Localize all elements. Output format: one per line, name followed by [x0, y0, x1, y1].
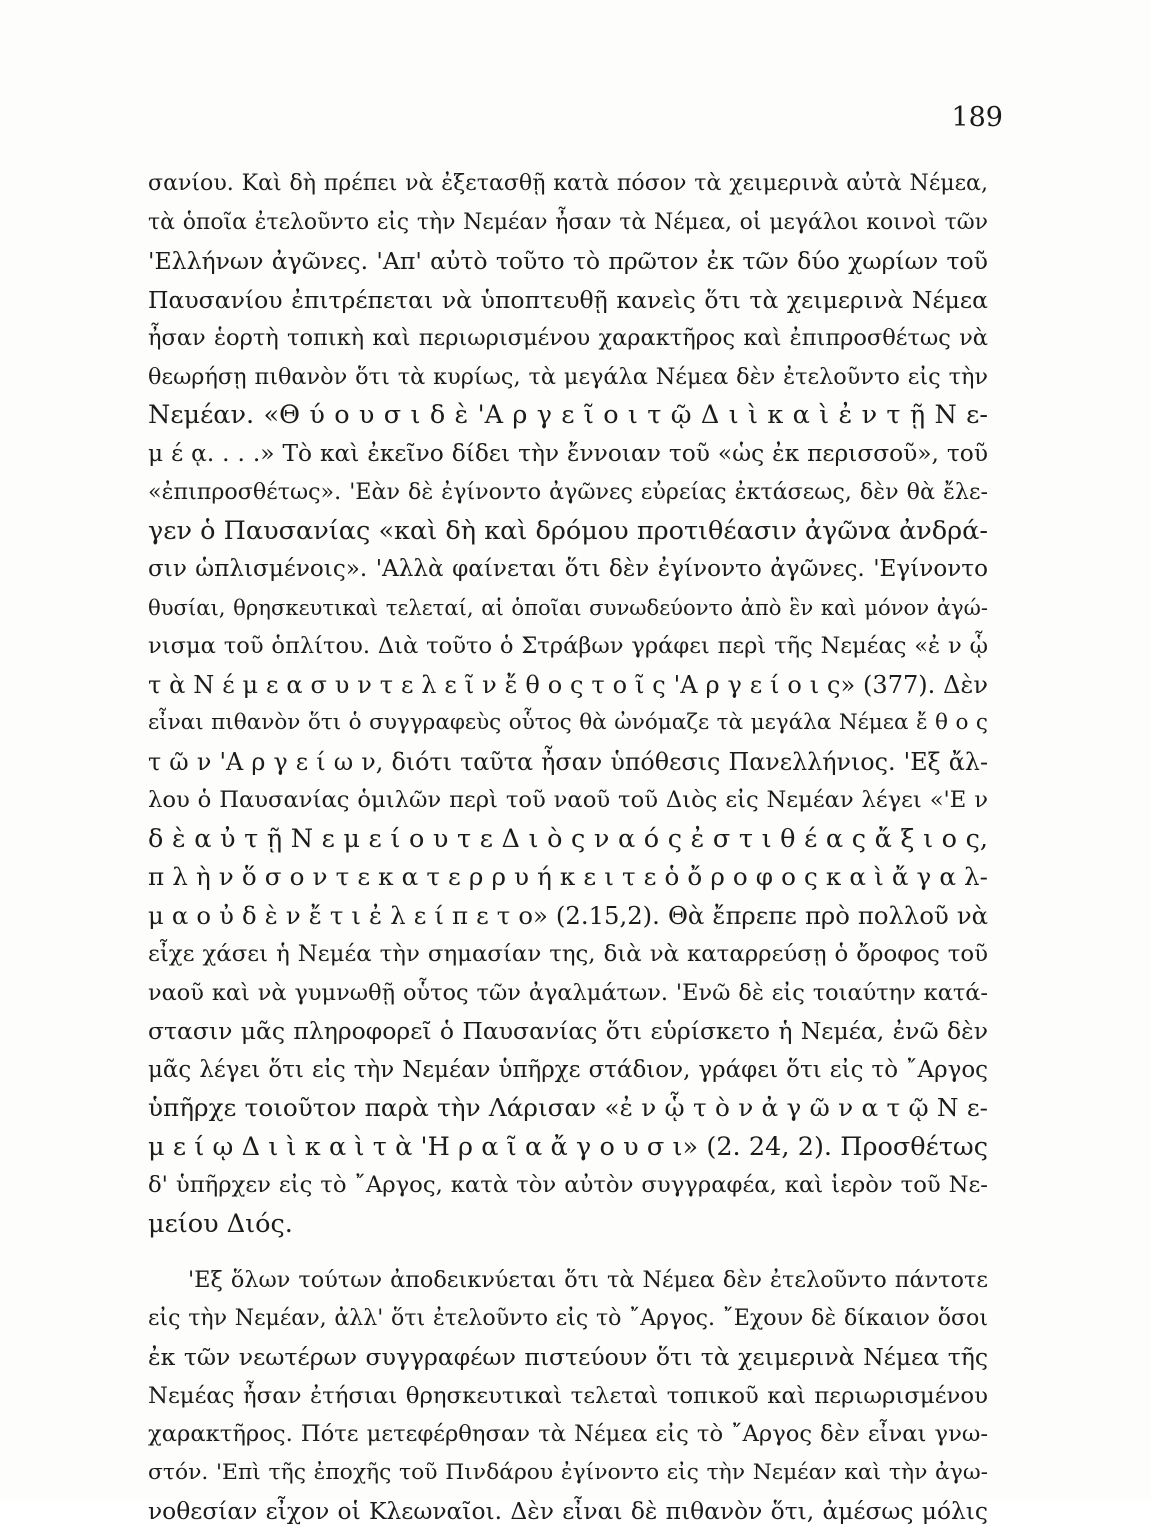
text-line: μ ε ί ῳ Δ ι ὶ κ α ὶ τ ὰ 'Η ρ α ῖ α ἄ γ ο υ σ ι» (2. 24, 2). Προσθέτως [148, 1132, 988, 1162]
text-line: μ α ο ὐ δ ὲ ν ἔ τ ι ἐ λ ε ί π ε τ ο» (2.15,2). Θὰ ἔπρεπε πρὸ πολλοῦ νὰ [148, 901, 988, 930]
text-line: μᾶς λέγει ὅτι εἰς τὴν Νεμέαν ὑπῆρχε στάδιον, γράφει ὅτι εἰς τὸ ῎Αργος [148, 1057, 988, 1083]
text-line: «ἐπιπροσθέτως». 'Εὰν δὲ ἐγίνοντο ἀγῶνες εὐρείας ἐκτάσεως, δὲν θὰ ἔλε- [148, 479, 988, 505]
text-line: δ' ὑπῆρχεν εἰς τὸ ῎Αργος, κατὰ τὸν αὐτὸν συγγραφέα, καὶ ἱερὸν τοῦ Νε- [148, 1172, 988, 1198]
text-line: εἶναι πιθανὸν ὅτι ὁ συγγραφεὺς οὗτος θὰ ὠνόμαζε τὰ μεγάλα Νέμεα ἔ θ ο ς [148, 710, 988, 735]
text-line: Νεμέας ἦσαν ἐτήσιαι θρησκευτικαὶ τελεταὶ τοπικοῦ καὶ περιωρισμένου [148, 1383, 988, 1409]
text-line: χαρακτῆρος. Πότε μετεφέρθησαν τὰ Νέμεα εἰς τὸ ῎Αργος δὲν εἶναι γνω- [148, 1421, 988, 1447]
text-line: Νεμέαν. «Θ ύ ο υ σ ι δ ὲ 'Α ρ γ ε ῖ ο ι τ ῷ Δ ι ὶ κ α ὶ ἐ ν τ ῇ Ν ε- [148, 400, 988, 430]
text-line: λου ὁ Παυσανίας ὁμιλῶν περὶ τοῦ ναοῦ τοῦ Διὸς εἰς Νεμέαν λέγει «'Ε ν [148, 787, 988, 813]
text-line: ὑπῆρχε τοιοῦτον παρὰ τὴν Λάρισαν «ἐ ν ᾧ τ ὸ ν ἀ γ ῶ ν α τ ῷ Ν ε- [148, 1093, 988, 1122]
text-line: τ ὰ Ν έ μ ε α σ υ ν τ ε λ ε ῖ ν ἔ θ ο ς τ ο ῖ ς 'Α ρ γ ε ί ο ι ς» (377). Δὲν [148, 671, 988, 699]
text-line: στόν. 'Επὶ τῆς ἐποχῆς τοῦ Πινδάρου ἐγίνοντο εἰς τὴν Νεμέαν καὶ τὴν ἀγω- [148, 1460, 988, 1485]
text-line: δ ὲ α ὐ τ ῇ Ν ε μ ε ί ο υ τ ε Δ ι ὸ ς ν α ό ς ἐ σ τ ι θ έ α ς ἄ ξ ι ο ς, [148, 824, 988, 854]
text-line: νοθεσίαν εἶχον οἱ Κλεωναῖοι. Δὲν εἶναι δὲ πιθανὸν ὅτι, ἀμέσως μόλις [148, 1497, 988, 1525]
page-number: 189 [951, 102, 1003, 133]
text-line: τ ῶ ν 'Α ρ γ ε ί ω ν, διότι ταῦτα ἦσαν ὑπόθεσις Πανελλήνιος. 'Εξ ἄλ- [148, 748, 988, 776]
text-line: εἰς τὴν Νεμέαν, ἀλλ' ὅτι ἐτελοῦντο εἰς τὸ ῎Αργος. ῎Εχουν δὲ δίκαιον ὅσοι [148, 1306, 988, 1331]
text-line: γεν ὁ Παυσανίας «καὶ δὴ καὶ δρόμου προτιθέασιν ἀγῶνα ἀνδρά- [148, 516, 988, 546]
text-line: 'Εξ ὅλων τούτων ἀποδεικνύεται ὅτι τὰ Νέμεα δὲν ἐτελοῦντο πάντοτε [188, 1267, 988, 1293]
text-line: ναοῦ καὶ νὰ γυμνωθῇ οὗτος τῶν ἀγαλμάτων. 'Ενῶ δὲ εἰς τοιαύτην κατά- [148, 980, 988, 1006]
text-line: σανίου. Καὶ δὴ πρέπει νὰ ἐξετασθῇ κατὰ πόσον τὰ χειμερινὰ αὐτὰ Νέμεα, [148, 171, 988, 196]
text-line: νισμα τοῦ ὁπλίτου. Διὰ τοῦτο ὁ Στράβων γράφει περὶ τῆς Νεμέας «ἐ ν ᾧ [148, 633, 988, 659]
text-line: σιν ὡπλισμένοις». 'Αλλὰ φαίνεται ὅτι δὲν ἐγίνοντο ἀγῶνες. 'Εγίνοντο [148, 556, 988, 582]
text-line: τὰ ὁποῖα ἐτελοῦντο εἰς τὴν Νεμέαν ἦσαν τὰ Νέμεα, οἱ μεγάλοι κοινοὶ τῶν [148, 210, 988, 235]
text-line: 'Ελλήνων ἀγῶνες. 'Απ' αὐτὸ τοῦτο τὸ πρῶτον ἐκ τῶν δύο χωρίων τοῦ [148, 247, 988, 275]
text-line: θυσίαι, θρησκευτικαὶ τελεταί, αἱ ὁποῖαι συνωδεύοντο ἀπὸ ἓν καὶ μόνον ἀγώ- [148, 595, 988, 620]
text-line: μείου Διός. [148, 1209, 293, 1239]
text-line: Παυσανίου ἐπιτρέπεται νὰ ὑποπτευθῇ κανεὶς ὅτι τὰ χειμερινὰ Νέμεα [148, 286, 988, 314]
text-line: ἐκ τῶν νεωτέρων συγγραφέων πιστεύουν ὅτι τὰ χειμερινὰ Νέμεα τῆς [148, 1343, 988, 1371]
text-line: εἶχε χάσει ἡ Νεμέα τὴν σημασίαν της, διὰ νὰ καταρρεύσῃ ὁ ὄροφος τοῦ [148, 941, 988, 967]
text-line: θεωρήσῃ πιθανὸν ὅτι τὰ κυρίως, τὰ μεγάλα Νέμεα δὲν ἐτελοῦντο εἰς τὴν [148, 364, 988, 390]
text-line: ἦσαν ἑορτὴ τοπικὴ καὶ περιωρισμένου χαρακτῆρος καὶ ἐπιπροσθέτως νὰ [148, 325, 988, 351]
text-line: π λ ὴ ν ὅ σ ο ν τ ε κ α τ ε ρ ρ υ ή κ ε ι τ ε ὁ ὄ ρ ο φ ο ς κ α ὶ ἄ γ α λ- [148, 862, 988, 891]
text-line: μ έ ᾳ. . . .» Τὸ καὶ ἐκεῖνο δίδει τὴν ἔννοιαν τοῦ «ὡς ἐκ περισσοῦ», τοῦ [148, 440, 988, 467]
text-line: στασιν μᾶς πληροφορεῖ ὁ Παυσανίας ὅτι εὑρίσκετο ἡ Νεμέα, ἐνῶ δὲν [148, 1017, 988, 1045]
